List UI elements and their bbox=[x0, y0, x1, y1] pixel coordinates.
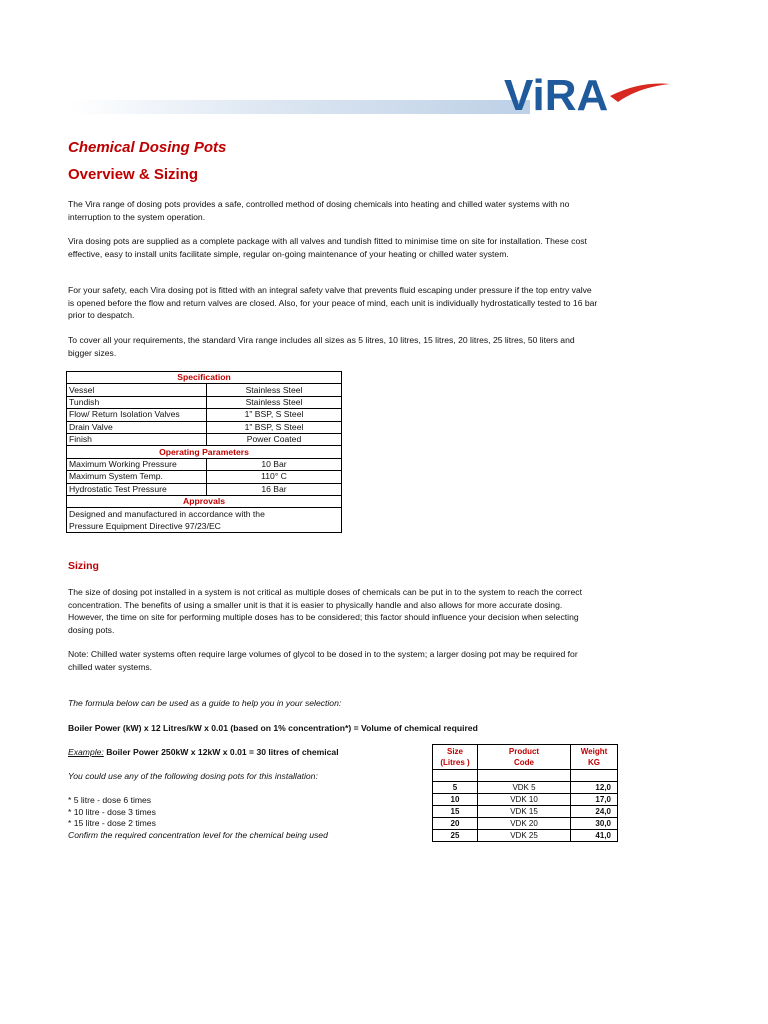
table-row: Flow/ Return Isolation Valves 1" BSP, S Steel bbox=[67, 409, 342, 421]
formula-intro: The formula below can be used as a guide to help you in your selection: bbox=[68, 698, 342, 708]
example-label: Example: bbox=[68, 747, 104, 757]
table-row bbox=[67, 508, 342, 533]
intro-paragraph-2: Vira dosing pots are supplied as a complete package with all valves and tundish fitted to minimise time on site for installation. These cost effective, easy to install units facilitate simple, regular on-going maintenance of your heating or chilled water system. bbox=[68, 236, 587, 259]
intro-paragraph-3: For your safety, each Vira dosing pot is fitted with an integral safety valve that prevents fluid escaping under pressure if the top entry valve is opened before the flow and return valves are closed. Also, for your peace of mind, each unit is individually hydrostatically tested to 16 bar prior to despatch. bbox=[68, 285, 598, 320]
list-item: * 15 litre - dose 2 times bbox=[68, 818, 156, 828]
page-title: Chemical Dosing Pots bbox=[68, 139, 227, 156]
operating-parameters-header: Operating Parameters bbox=[67, 446, 342, 458]
page-subtitle: Overview & Sizing bbox=[68, 166, 199, 183]
table-row: Vessel Stainless Steel bbox=[67, 384, 342, 396]
list-item: * 10 litre - dose 3 times bbox=[68, 806, 156, 817]
logo-text: ViRA bbox=[504, 71, 609, 120]
formula-text: Boiler Power (kW) x 12 Litres/kW x 0.01 (based on 1% concentration*) = Volume of chemical required bbox=[68, 723, 478, 733]
approvals-header: Approvals bbox=[67, 495, 342, 507]
intro-paragraph-1: The Vira range of dosing pots provides a safe, controlled method of dosing chemicals into heating and chilled water systems with no interruption to the system operation. bbox=[68, 199, 570, 222]
table-row: 5 VDK 5 12,0 bbox=[433, 782, 618, 794]
list-item: * 5 litre - dose 6 times bbox=[68, 795, 152, 805]
specification-header: Specification bbox=[67, 372, 342, 384]
dose-options-list bbox=[68, 795, 428, 841]
intro-paragraph-4: To cover all your requirements, the standard Vira range includes all sizes as 5 litres, 10 litres, 15 litres, 20 litres, 25 litres, 50 liters and bigger sizes. bbox=[68, 335, 575, 358]
table-row: 20 VDK 20 30,0 bbox=[433, 818, 618, 830]
table-row: Finish Power Coated bbox=[67, 433, 342, 445]
table-row: 10 VDK 10 17,0 bbox=[433, 794, 618, 806]
table-row: 25 VDK 25 41,0 bbox=[433, 830, 618, 842]
sizing-paragraph-1: The size of dosing pot installed in a system is not critical as multiple doses of chemicals can be put in to the system to reach the correct concentration. The benefits of using a smaller unit is that it is easier to physically handle and also allows for more accurate dosing. However, the time on site for performing multiple doses has to be considered; this factor should influence your decision when selecting dosing pots. bbox=[68, 587, 582, 635]
sizing-paragraph-2: Note: Chilled water systems often require large volumes of glycol to be dosed in to the system; a larger dosing pot may be required for chilled water systems. bbox=[68, 649, 578, 672]
sizing-heading: Sizing bbox=[68, 560, 99, 572]
table-row: Maximum Working Pressure 10 Bar bbox=[67, 458, 342, 470]
example-text: Boiler Power 250kW x 12kW x 0.01 = 30 litres of chemical bbox=[106, 747, 339, 757]
table-header-row: Size (Litres ) Product Code Weight KG bbox=[433, 745, 618, 770]
table-row: Hydrostatic Test Pressure 16 Bar bbox=[67, 483, 342, 495]
table-row: Drain Valve 1" BSP, S Steel bbox=[67, 421, 342, 433]
vira-logo bbox=[500, 64, 675, 124]
approvals-text: Designed and manufactured in accordance with the Pressure Equipment Directive 97/23/EC bbox=[67, 508, 342, 533]
specification-table bbox=[66, 371, 342, 533]
table-row: 15 VDK 15 24,0 bbox=[433, 806, 618, 818]
table-spacer-row bbox=[433, 770, 618, 782]
header-gradient-bar bbox=[70, 100, 530, 114]
table-row: Tundish Stainless Steel bbox=[67, 396, 342, 408]
table-row: Maximum System Temp. 110° C bbox=[67, 471, 342, 483]
example-line bbox=[68, 746, 428, 759]
logo-swoosh-icon bbox=[610, 84, 670, 103]
could-use-text: You could use any of the following dosing pots for this installation: bbox=[68, 771, 318, 781]
dosing-pots-table bbox=[432, 744, 618, 842]
confirm-note: Confirm the required concentration level for the chemical being used bbox=[68, 829, 328, 840]
